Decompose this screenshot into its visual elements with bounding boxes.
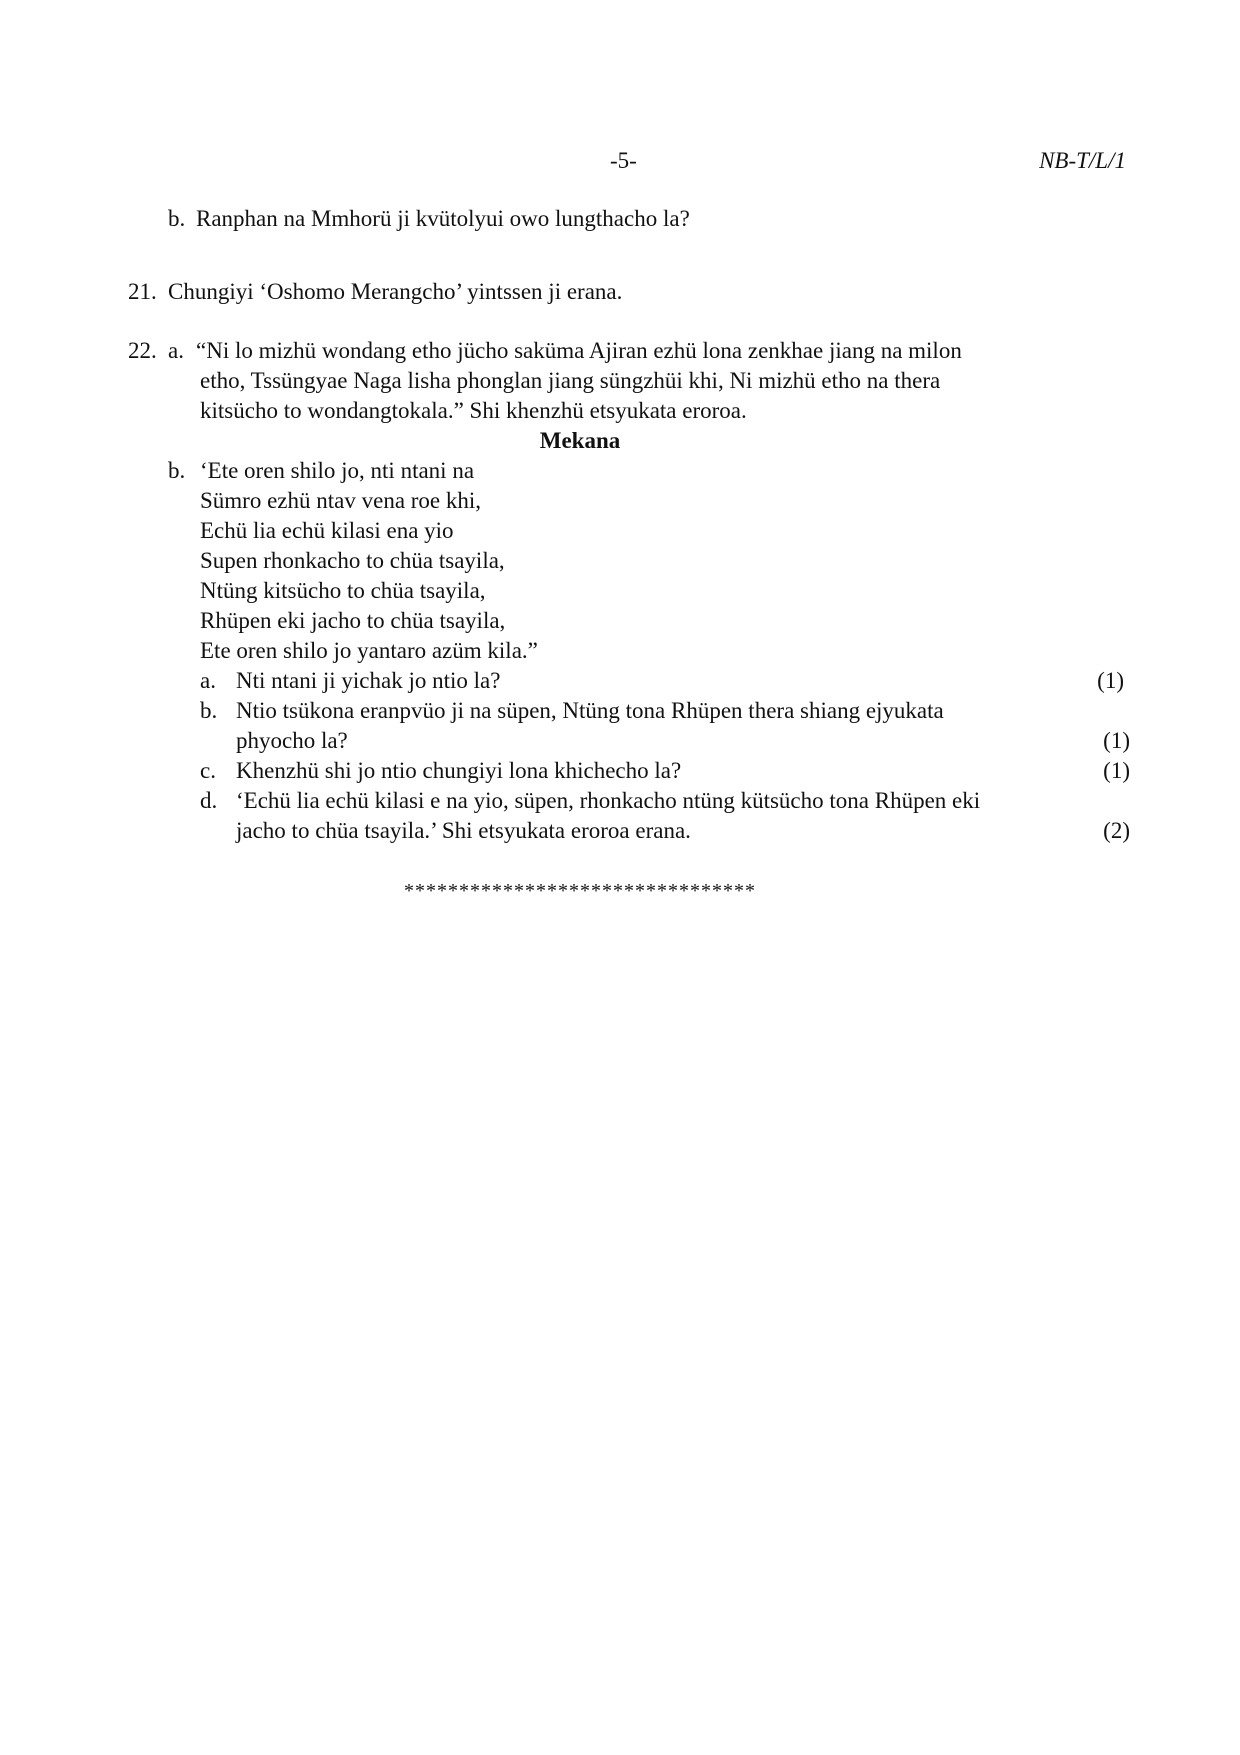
question-22a-line: kitsücho to wondangtokala.” Shi khenzhü etsyukata eroroa. bbox=[200, 398, 747, 423]
question-21-number: 21. bbox=[128, 279, 157, 304]
poem-line: Rhüpen eki jacho to chüa tsayila, bbox=[200, 608, 506, 633]
poem-line: Echü lia echü kilasi ena yio bbox=[200, 518, 454, 543]
end-separator: ******************************** bbox=[404, 880, 756, 902]
question-22-number: 22. bbox=[128, 338, 157, 363]
question-22a-line: “Ni lo mizhü wondang etho jücho saküma Ajiran ezhü lona zenkhae jiang na milon bbox=[196, 338, 962, 363]
subquestion-label: a. bbox=[200, 668, 216, 693]
section-heading: Mekana bbox=[539, 428, 621, 453]
question-20b-label: b. bbox=[168, 206, 186, 231]
subquestion-text: Nti ntani ji yichak jo ntio la? bbox=[236, 668, 501, 693]
poem-line: Ete oren shilo jo yantaro azüm kila.” bbox=[200, 638, 538, 663]
subquestion-label: d. bbox=[200, 788, 218, 813]
question-20b-text: Ranphan na Mmhorü ji kvütolyui owo lungthacho la? bbox=[196, 206, 690, 231]
poem-line: Supen rhonkacho to chüa tsayila, bbox=[200, 548, 505, 573]
question-21-text: Chungiyi ‘Oshomo Merangcho’ yintssen ji erana. bbox=[168, 279, 623, 304]
question-22a-line: etho, Tssüngyae Naga lisha phonglan jiang süngzhüi khi, Ni mizhü etho na thera bbox=[200, 368, 941, 393]
subquestion-marks: (1) bbox=[1103, 728, 1130, 753]
subquestion-marks: (2) bbox=[1103, 818, 1130, 843]
subquestion-marks: (1) bbox=[1097, 668, 1124, 693]
subquestion-text: Khenzhü shi jo ntio chungiyi lona khichecho la? bbox=[236, 758, 682, 783]
paper-code: NB-T/L/1 bbox=[1039, 148, 1126, 173]
subquestion-text: phyocho la? bbox=[236, 728, 348, 753]
question-22b-label: b. bbox=[168, 458, 186, 483]
subquestion-text: jacho to chüa tsayila.’ Shi etsyukata eroroa erana. bbox=[236, 818, 691, 843]
subquestion-label: b. bbox=[200, 698, 218, 723]
subquestion-label: c. bbox=[200, 758, 216, 783]
subquestion-text: Ntio tsükona eranpvüo ji na süpen, Ntüng tona Rhüpen thera shiang ejyukata bbox=[236, 698, 944, 723]
page-number: -5- bbox=[610, 148, 637, 173]
subquestion-marks: (1) bbox=[1103, 758, 1130, 783]
subquestion-text: ‘Echü lia echü kilasi e na yio, süpen, rhonkacho ntüng kütsücho tona Rhüpen eki bbox=[236, 788, 981, 813]
poem-line: Sümro ezhü ntav vena roe khi, bbox=[200, 488, 482, 513]
question-22a-label: a. bbox=[168, 338, 184, 363]
poem-line: ‘Ete oren shilo jo, nti ntani na bbox=[200, 458, 475, 483]
poem-line: Ntüng kitsücho to chüa tsayila, bbox=[200, 578, 486, 603]
